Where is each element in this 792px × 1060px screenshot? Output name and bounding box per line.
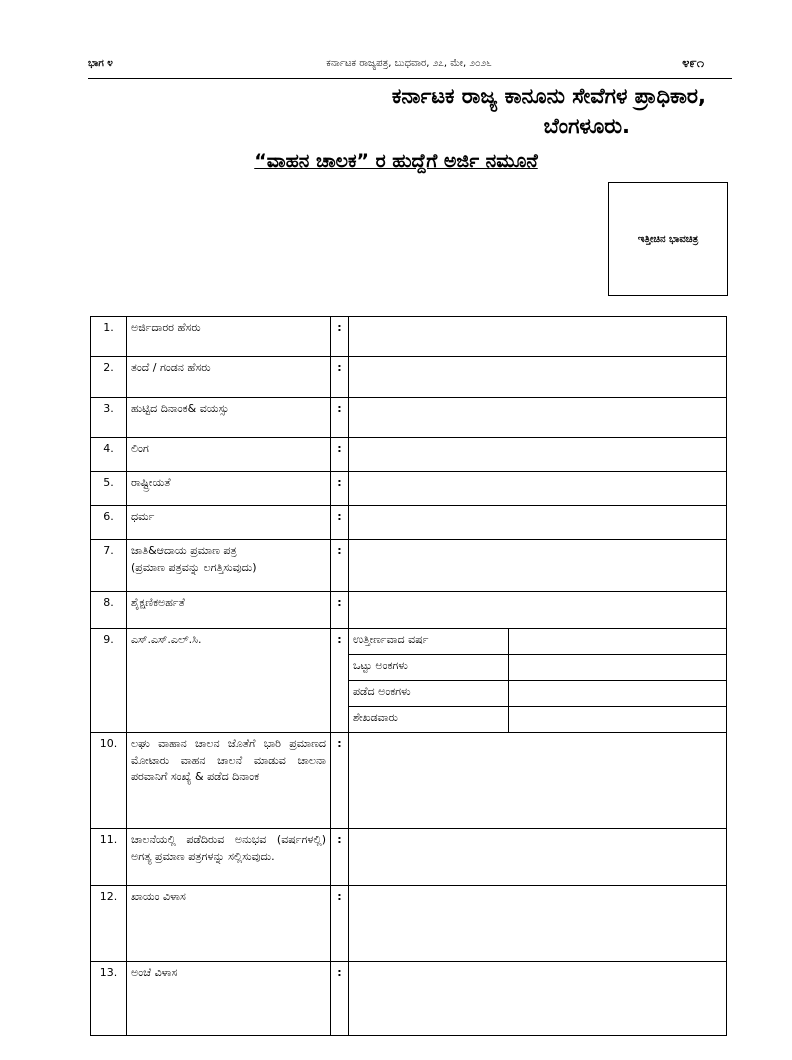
- row-number: 11.: [91, 829, 127, 886]
- row-colon: :: [331, 886, 349, 962]
- header-divider: [88, 78, 732, 79]
- application-form-table: [90, 316, 727, 1036]
- row-label: ಅರ್ಜಿದಾರರ ಹೆಸರು: [127, 317, 331, 357]
- sslc-total-marks-field[interactable]: [509, 655, 727, 681]
- row-number: 2.: [91, 357, 127, 398]
- sslc-percentage-label: ಶೇಖಡವಾರು: [349, 707, 509, 733]
- authority-city: ಬೆಂಗಳೂರು.: [543, 114, 630, 138]
- page-header: [88, 56, 730, 76]
- photo-label: ಇತ್ತೀಚಿನ ಭಾವಚಿತ್ರ: [637, 233, 699, 245]
- row-colon: :: [331, 438, 349, 472]
- row-label: ಲಿಂಗ: [127, 438, 331, 472]
- row-number: 10.: [91, 733, 127, 829]
- row-label: ಶೈಕ್ಷಣಿಕಅರ್ಹತೆ: [127, 592, 331, 629]
- form-row-license: [91, 733, 727, 829]
- row-number: 4.: [91, 438, 127, 472]
- row-colon: :: [331, 629, 349, 733]
- form-row-dob: [91, 398, 727, 438]
- row-label: ಅಂಚೆ ವಿಳಾಸ: [127, 962, 331, 1036]
- sslc-pass-year-label: ಉತ್ತೀರ್ಣವಾದ ವರ್ಷ: [349, 629, 509, 655]
- sslc-obtained-marks-label: ಪಡೆದ ಅಂಕಗಳು: [349, 681, 509, 707]
- row-number: 7.: [91, 540, 127, 592]
- authority-name: ಕರ್ನಾಟಕ ರಾಜ್ಯ ಕಾನೂನು ಸೇವೆಗಳ ಪ್ರಾಧಿಕಾರ,: [391, 84, 706, 108]
- religion-field[interactable]: [349, 506, 727, 540]
- photo-box: [608, 182, 728, 296]
- row-colon: :: [331, 357, 349, 398]
- row-number: 8.: [91, 592, 127, 629]
- row-colon: :: [331, 472, 349, 506]
- row-label: ತಂದೆ / ಗಂಡನ ಹೆಸರು: [127, 357, 331, 398]
- row-label: ಚಾಲನೆಯಲ್ಲಿ ಪಡೆದಿರುವ ಅನುಭವ (ವರ್ಷಗಳಲ್ಲಿ) ಅಗತ್ಯ ಪ್ರಮಾಣ ಪತ್ರಗಳನ್ನು ಸಲ್ಲಿಸುವುದು.: [127, 829, 331, 886]
- form-row-name: [91, 317, 727, 357]
- caste-income-note: (ಪ್ರಮಾಣ ಪತ್ರವನ್ನು ಲಗತ್ತಿಸುವುದು): [131, 560, 257, 574]
- dob-age-field[interactable]: [349, 398, 727, 438]
- row-colon: :: [331, 317, 349, 357]
- page-number: ೪೯೧: [682, 56, 704, 71]
- row-colon: :: [331, 829, 349, 886]
- applicant-name-field[interactable]: [349, 317, 727, 357]
- experience-field[interactable]: [349, 829, 727, 886]
- form-title: “ವಾಹನ ಚಾಲಕ” ರ ಹುದ್ದೆಗೆ ಅರ್ಜಿ ನಮೂನೆ: [254, 150, 538, 172]
- form-row-experience: [91, 829, 727, 886]
- row-number: 3.: [91, 398, 127, 438]
- permanent-address-field[interactable]: [349, 886, 727, 962]
- sslc-pass-year-field[interactable]: [509, 629, 727, 655]
- form-row-caste-income: [91, 540, 727, 592]
- form-row-postal-address: [91, 962, 727, 1036]
- row-colon: :: [331, 592, 349, 629]
- form-row-religion: [91, 506, 727, 540]
- row-label: ಲಘು ವಾಹಾನ ಚಾಲನ ಜೊತೆಗೆ ಭಾರಿ ಪ್ರಮಾಣದ ಮೋಟಾರು ವಾಹನ ಚಾಲನೆ ಮಾಡುವ ಚಾಲನಾ ಪರವಾನಿಗೆ ಸಂಖ್ಯೆ & ಪಡೆದ ದಿನಾಂಕ: [127, 733, 331, 829]
- row-number: 13.: [91, 962, 127, 1036]
- sslc-percentage-field[interactable]: [509, 707, 727, 733]
- nationality-field[interactable]: [349, 472, 727, 506]
- row-label: [127, 540, 331, 592]
- form-row-education: [91, 592, 727, 629]
- form-row-nationality: [91, 472, 727, 506]
- sslc-total-marks-label: ಒಟ್ಟು ಅಂಕಗಳು: [349, 655, 509, 681]
- form-row-gender: [91, 438, 727, 472]
- row-colon: :: [331, 398, 349, 438]
- education-field[interactable]: [349, 592, 727, 629]
- row-colon: :: [331, 506, 349, 540]
- row-number: 12.: [91, 886, 127, 962]
- caste-income-label: ಜಾತಿ&ಆದಾಯ ಪ್ರಮಾಣ ಪತ್ರ: [131, 544, 237, 557]
- postal-address-field[interactable]: [349, 962, 727, 1036]
- row-colon: :: [331, 733, 349, 829]
- parent-name-field[interactable]: [349, 357, 727, 398]
- row-colon: :: [331, 540, 349, 592]
- form-row-parent-name: [91, 357, 727, 398]
- gazette-part: ಭಾಗ ೪: [88, 58, 113, 69]
- row-label: ಖಾಯಂ ವಿಳಾಸ: [127, 886, 331, 962]
- caste-income-field[interactable]: [349, 540, 727, 592]
- row-number: 5.: [91, 472, 127, 506]
- row-number: 1.: [91, 317, 127, 357]
- license-field[interactable]: [349, 733, 727, 829]
- row-number: 9.: [91, 629, 127, 733]
- row-label: ಎಸ್.ಎಸ್.ಎಲ್.ಸಿ.: [127, 629, 331, 733]
- gender-field[interactable]: [349, 438, 727, 472]
- form-row-permanent-address: [91, 886, 727, 962]
- form-row-sslc: [91, 629, 727, 655]
- gazette-title: ಕರ್ನಾಟಕ ರಾಜ್ಯಪತ್ರ, ಬುಧವಾರ, ೨೭, ಮೇ, ೨೦೨೬: [326, 58, 492, 69]
- row-label: ಧರ್ಮ: [127, 506, 331, 540]
- row-label: ಹುಟ್ಟಿದ ದಿನಾಂಕ& ವಯಸ್ಸು: [127, 398, 331, 438]
- sslc-obtained-marks-field[interactable]: [509, 681, 727, 707]
- row-label: ರಾಷ್ಟ್ರೀಯತೆ: [127, 472, 331, 506]
- row-number: 6.: [91, 506, 127, 540]
- row-colon: :: [331, 962, 349, 1036]
